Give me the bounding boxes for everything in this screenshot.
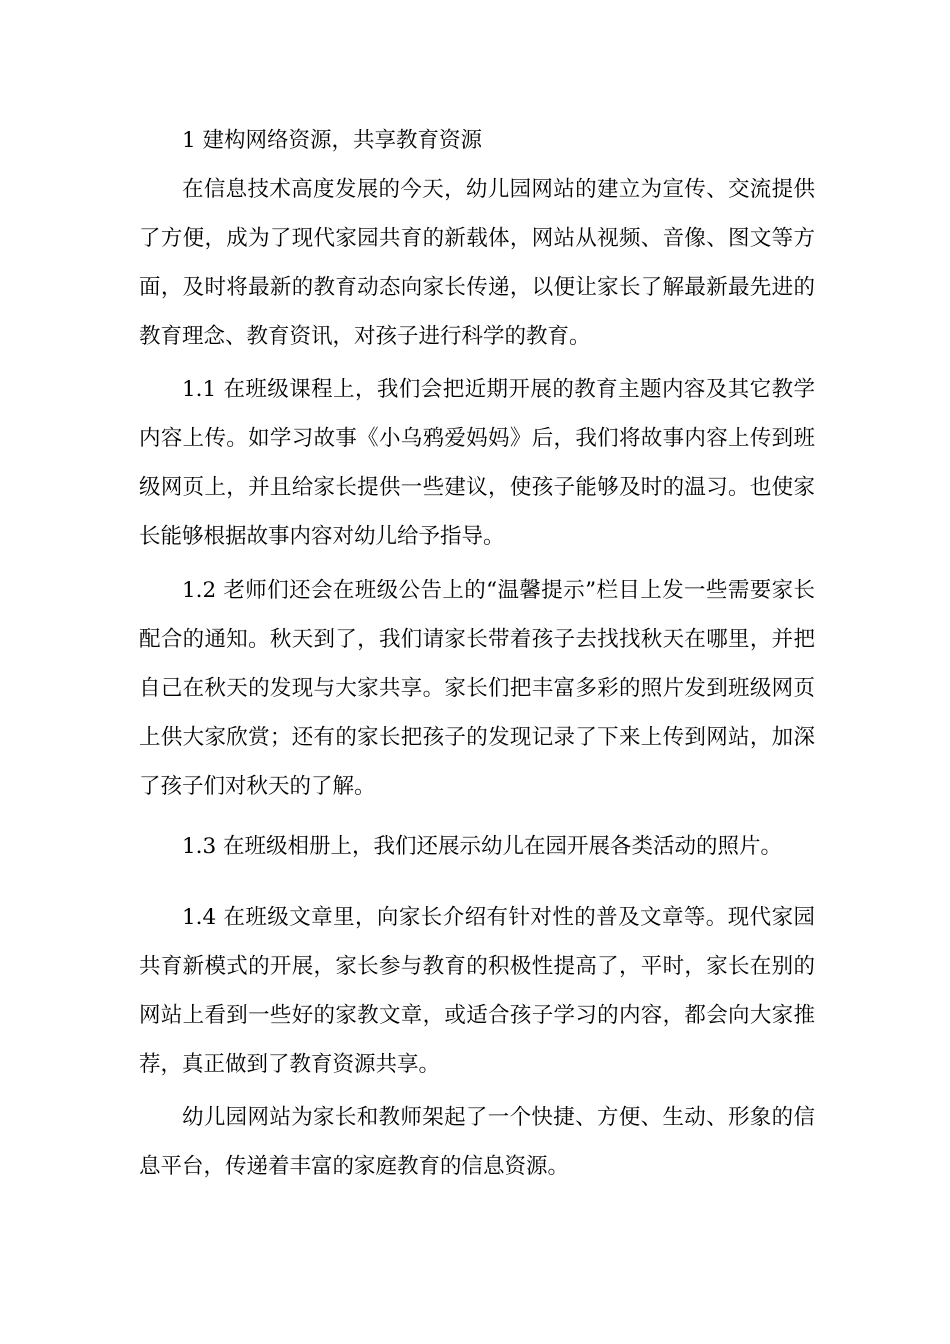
paragraph-1-2: 1.2 老师们还会在班级公告上的“温馨提示”栏目上发一些需要家长配合的通知。秋天到了，我们请家长带着孩子去找找秋天在哪里，并把自己在秋天的发现与大家共享。家长们把丰富多彩的照片发到班级网页上供大家欣赏；还有的家长把孩子的发现记录了下来上传到网站，加深了孩子们对秋天的了解。 <box>139 578 815 799</box>
paragraph-intro: 在信息技术高度发展的今天，幼儿园网站的建立为宣传、交流提供了方便，成为了现代家园共育的新载体，网站从视频、音像、图文等方面，及时将最新的教育动态向家长传递，以便让家长了解最新最先进的教育理念、教育资讯，对孩子进行科学的教育。 <box>139 177 815 349</box>
paragraph-1-1: 1.1 在班级课程上，我们会把近期开展的教育主题内容及其它教学内容上传。如学习故事《小乌鸦爱妈妈》后，我们将故事内容上传到班级网页上，并且给家长提供一些建议，使孩子能够及时的温习。也使家长能够根据故事内容对幼儿给予指导。 <box>139 377 815 549</box>
paragraph-1-3: 1.3 在班级相册上，我们还展示幼儿在园开展各类活动的照片。 <box>182 834 783 859</box>
section-heading: 1 建构网络资源，共享教育资源 <box>182 128 483 153</box>
paragraph-conclusion: 幼儿园网站为家长和教师架起了一个快捷、方便、生动、形象的信息平台，传递着丰富的家庭教育的信息资源。 <box>139 1105 815 1179</box>
paragraph-1-4: 1.4 在班级文章里，向家长介绍有针对性的普及文章等。现代家园共育新模式的开展，家长参与教育的积极性提高了，平时，家长在别的网站上看到一些好的家教文章，或适合孩子学习的内容，都会向大家推荐，真正做到了教育资源共享。 <box>139 905 815 1077</box>
